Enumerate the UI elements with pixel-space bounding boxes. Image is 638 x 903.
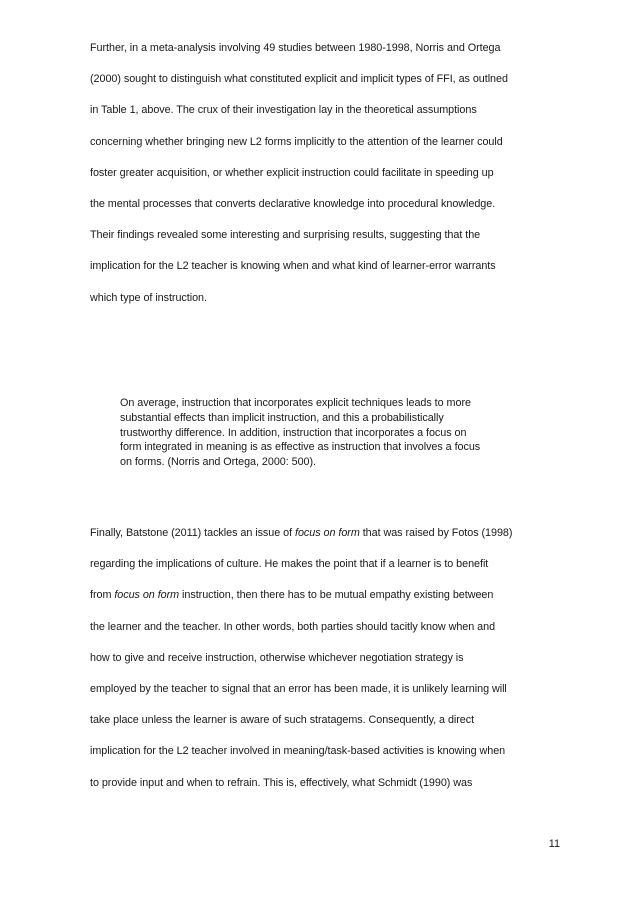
- text-line: Further, in a meta-analysis involving 49 studies between 1980-1998, Norris and Ortega: [90, 42, 501, 54]
- text-line: take place unless the learner is aware of such stratagems. Consequently, a direct: [90, 714, 475, 727]
- text-line: implication for the L2 teacher involved in meaning/task-based activities is knowing when: [90, 745, 506, 758]
- text-line: which type of instruction.: [90, 291, 207, 304]
- text-line: employed by the teacher to signal that an error has been made, it is unlikely learning will: [90, 682, 507, 695]
- text-line: Their findings revealed some interesting and surprising results, suggesting that the: [90, 229, 481, 242]
- text-line: in Table 1, above. The crux of their investigation lay in the theoretical assumptions: [90, 104, 477, 117]
- text-line: how to give and receive instruction, otherwise whichever negotiation strategy is: [90, 651, 464, 664]
- text-segment: Finally, Batstone (2011) tackles an issue of: [90, 527, 295, 539]
- quote-line: substantial effects than implicit instruction, and this a probabilistically: [120, 411, 444, 424]
- text-segment: that was raised by Fotos (1998): [359, 527, 513, 539]
- quote-line: trustworthy difference. In addition, instruction that incorporates a focus on: [120, 426, 467, 439]
- italic-term: focus on form: [295, 527, 360, 539]
- text-line: regarding the implications of culture. He makes the point that if a learner is to benefit: [90, 558, 489, 571]
- page-number: 11: [548, 838, 560, 850]
- italic-term: focus on form: [114, 589, 180, 602]
- quote-line: on forms. (Norris and Ortega, 2000: 500).: [120, 456, 316, 469]
- text-segment: from: [90, 589, 115, 602]
- body-paragraph-meta-analysis: [90, 33, 560, 314]
- body-paragraph-batstone: [90, 518, 560, 799]
- text-line: the mental processes that converts declarative knowledge into procedural knowledge.: [90, 197, 496, 210]
- text-line: [90, 518, 560, 549]
- text-line: (2000) sought to distinguish what constituted explicit and implicit types of FFI, as outlned: [90, 73, 508, 86]
- text-line: concerning whether bringing new L2 forms implicitly to the attention of the learner could: [90, 135, 503, 148]
- block-quote: [120, 396, 520, 470]
- text-line: implication for the L2 teacher is knowing when and what kind of learner-error warrants: [90, 260, 496, 273]
- quote-line: form integrated in meaning is as effective as instruction that involves a focus: [120, 441, 481, 454]
- text-segment: instruction, then there has to be mutual empathy existing between: [179, 589, 494, 602]
- text-line: the learner and the teacher. In other words, both parties should tacitly know when and: [90, 620, 496, 633]
- text-line: to provide input and when to refrain. This is, effectively, what Schmidt (1990) was: [90, 776, 473, 789]
- text-line: [90, 580, 560, 611]
- text-line: foster greater acquisition, or whether explicit instruction could facilitate in speeding up: [90, 166, 494, 179]
- quote-line: On average, instruction that incorporates explicit techniques leads to more: [120, 397, 471, 409]
